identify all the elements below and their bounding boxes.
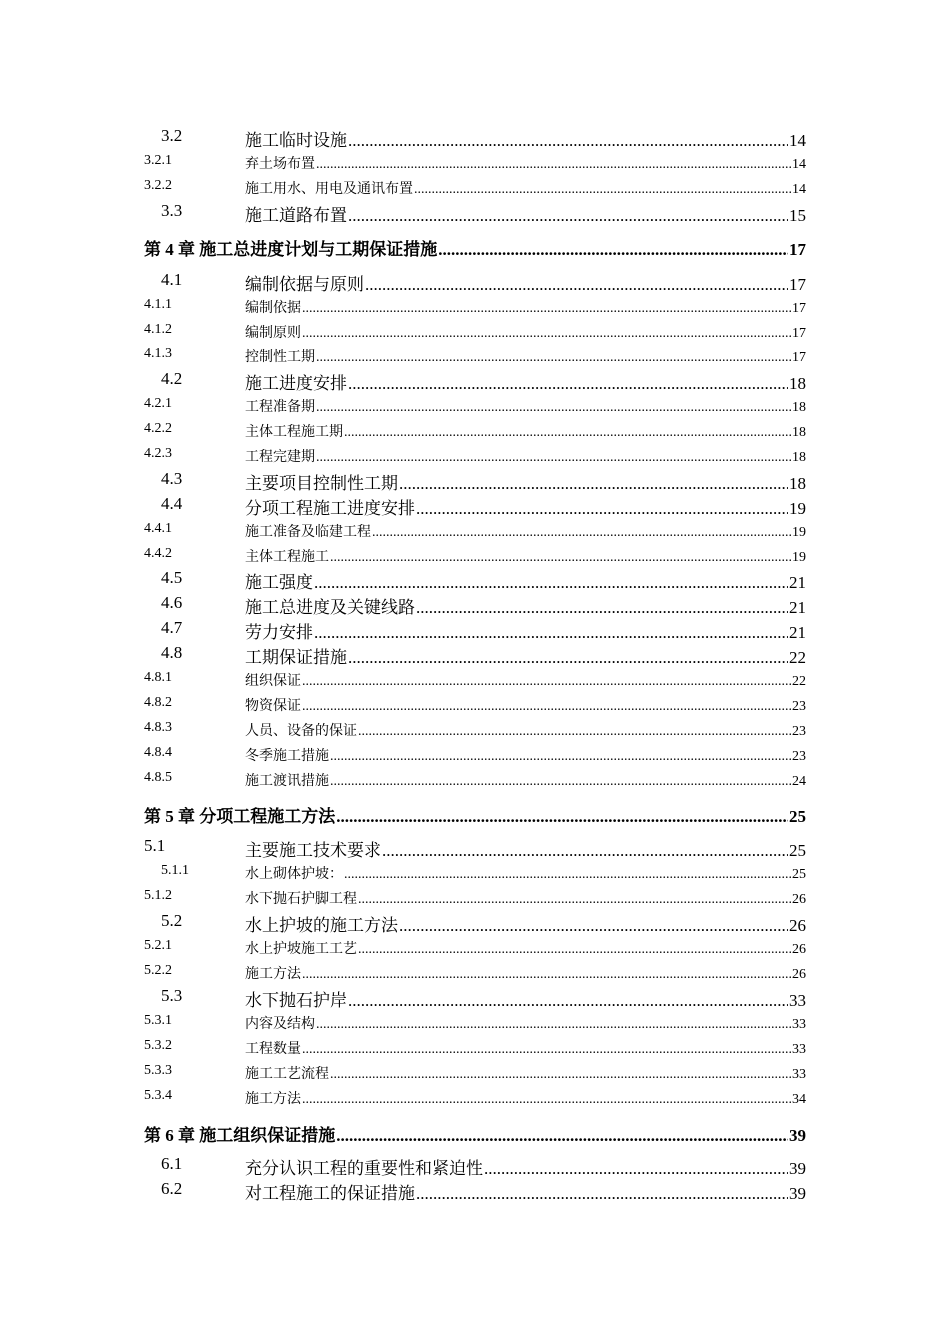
toc-leader bbox=[358, 892, 791, 908]
toc-entry[interactable] bbox=[0, 836, 950, 861]
toc-title: 主要施工技术要求 bbox=[245, 841, 381, 860]
toc-title: 施工渡讯措施 bbox=[245, 774, 329, 789]
toc-number: 4.8.3 bbox=[144, 720, 172, 735]
toc-entry[interactable] bbox=[0, 1154, 950, 1179]
toc-leader bbox=[365, 275, 788, 295]
toc-leader bbox=[302, 326, 791, 342]
toc-page: 25 bbox=[789, 807, 806, 826]
toc-number: 3.2.1 bbox=[144, 153, 172, 168]
toc-title: 内容及结构 bbox=[245, 1017, 315, 1032]
toc-title: 对工程施工的保证措施 bbox=[245, 1184, 415, 1203]
toc-number: 6.1 bbox=[161, 1154, 183, 1173]
toc-title: 物资保证 bbox=[245, 699, 301, 714]
toc-title: 工程数量 bbox=[245, 1042, 301, 1057]
toc-title: 水上护坡的施工方法 bbox=[245, 916, 398, 935]
toc-page: 33 bbox=[789, 991, 806, 1010]
toc-number: 6.2 bbox=[161, 1179, 183, 1198]
toc-page: 18 bbox=[789, 374, 806, 393]
toc-title: 工期保证措施 bbox=[245, 648, 347, 667]
toc-entry[interactable] bbox=[0, 369, 950, 394]
toc-title: 主体工程施工期 bbox=[245, 425, 343, 440]
toc-entry[interactable] bbox=[0, 1179, 950, 1204]
toc-number: 4.8 bbox=[161, 643, 183, 662]
toc-number: 4.8.4 bbox=[144, 745, 172, 760]
toc-title: 水下抛石护脚工程 bbox=[245, 892, 357, 907]
toc-page: 17 bbox=[792, 326, 806, 341]
toc-number: 4.1.1 bbox=[144, 297, 172, 312]
toc-page: 17 bbox=[792, 350, 806, 365]
toc-chapter[interactable] bbox=[0, 802, 950, 827]
toc-number: 4.6 bbox=[161, 593, 183, 612]
toc-leader bbox=[416, 499, 788, 519]
toc-title: 第 5 章 分项工程施工方法 bbox=[144, 807, 336, 826]
toc-leader bbox=[316, 400, 791, 416]
toc-page: 33 bbox=[792, 1042, 806, 1057]
toc-page: 18 bbox=[789, 474, 806, 493]
toc-entry[interactable] bbox=[0, 1013, 950, 1033]
toc-number: 3.3 bbox=[161, 201, 183, 220]
toc-leader bbox=[348, 131, 788, 151]
toc-entry[interactable] bbox=[0, 720, 950, 740]
toc-number: 4.7 bbox=[161, 618, 183, 637]
toc-leader bbox=[336, 1126, 788, 1146]
toc-number: 5.2.2 bbox=[144, 963, 172, 978]
toc-entry[interactable] bbox=[0, 938, 950, 958]
toc-number: 4.1.3 bbox=[144, 346, 172, 361]
toc-title: 控制性工期 bbox=[245, 350, 315, 365]
toc-number: 5.1.2 bbox=[144, 888, 172, 903]
toc-entry[interactable] bbox=[0, 201, 950, 226]
toc-number: 4.2.1 bbox=[144, 396, 172, 411]
toc-page: 18 bbox=[792, 425, 806, 440]
toc-entry[interactable] bbox=[0, 593, 950, 618]
toc-page: 25 bbox=[789, 841, 806, 860]
toc-entry[interactable] bbox=[0, 297, 950, 317]
toc-entry[interactable] bbox=[0, 643, 950, 668]
toc-title: 施工总进度及关键线路 bbox=[245, 598, 415, 617]
toc-leader bbox=[316, 350, 791, 366]
toc-page: 34 bbox=[792, 1092, 806, 1107]
toc-leader bbox=[336, 807, 788, 827]
toc-page: 18 bbox=[792, 400, 806, 415]
toc-title: 主要项目控制性工期 bbox=[245, 474, 398, 493]
toc-page: 39 bbox=[789, 1184, 806, 1203]
toc-leader bbox=[372, 525, 791, 541]
toc-title: 编制依据与原则 bbox=[245, 275, 364, 294]
toc-leader bbox=[438, 240, 788, 260]
toc-leader bbox=[302, 1042, 791, 1058]
toc-number: 4.1 bbox=[161, 270, 183, 289]
toc-page: 19 bbox=[792, 525, 806, 540]
toc-entry[interactable] bbox=[0, 1038, 950, 1058]
toc-entry[interactable] bbox=[0, 178, 950, 198]
toc-page: 17 bbox=[789, 275, 806, 294]
toc-entry[interactable] bbox=[0, 963, 950, 983]
toc-page: 21 bbox=[789, 598, 806, 617]
toc-entry[interactable] bbox=[0, 126, 950, 151]
toc-entry[interactable] bbox=[0, 521, 950, 541]
toc-number: 5.3.4 bbox=[144, 1088, 172, 1103]
toc-title: 第 6 章 施工组织保证措施 bbox=[144, 1126, 336, 1145]
toc-title: 施工道路布置 bbox=[245, 206, 347, 225]
toc-entry[interactable] bbox=[0, 986, 950, 1011]
toc-leader bbox=[316, 1017, 791, 1033]
toc-page: 18 bbox=[792, 450, 806, 465]
toc-number: 5.3.3 bbox=[144, 1063, 172, 1078]
toc-page: 23 bbox=[792, 699, 806, 714]
toc-page: 15 bbox=[789, 206, 806, 225]
toc-number: 3.2 bbox=[161, 126, 183, 145]
toc-page: 39 bbox=[789, 1159, 806, 1178]
toc-title: 劳力安排 bbox=[245, 623, 313, 642]
toc-page: 23 bbox=[792, 724, 806, 739]
toc-leader bbox=[314, 573, 788, 593]
toc-title: 施工用水、用电及通讯布置 bbox=[245, 182, 413, 197]
toc-entry[interactable] bbox=[0, 494, 950, 519]
toc-leader bbox=[484, 1159, 788, 1179]
toc-number: 4.8.2 bbox=[144, 695, 172, 710]
toc-entry[interactable] bbox=[0, 421, 950, 441]
toc-number: 4.5 bbox=[161, 568, 183, 587]
toc-page: 23 bbox=[792, 749, 806, 764]
toc-entry[interactable] bbox=[0, 322, 950, 342]
toc-number: 5.3.2 bbox=[144, 1038, 172, 1053]
toc-leader bbox=[302, 699, 791, 715]
toc-entry[interactable] bbox=[0, 1063, 950, 1083]
toc-number: 3.2.2 bbox=[144, 178, 172, 193]
toc-page: 17 bbox=[789, 240, 806, 259]
toc-title: 冬季施工措施 bbox=[245, 749, 329, 764]
toc-number: 4.2.2 bbox=[144, 421, 172, 436]
toc-page: 25 bbox=[792, 867, 806, 882]
toc-title: 施工方法 bbox=[245, 1092, 301, 1107]
toc-leader bbox=[348, 374, 788, 394]
toc-leader bbox=[302, 1092, 791, 1108]
toc-page: 39 bbox=[789, 1126, 806, 1145]
toc-title: 施工临时设施 bbox=[245, 131, 347, 150]
toc-leader bbox=[344, 867, 791, 883]
toc-page: 26 bbox=[792, 942, 806, 957]
toc-chapter[interactable] bbox=[0, 1121, 950, 1146]
toc-entry[interactable] bbox=[0, 670, 950, 690]
toc-page: 26 bbox=[792, 967, 806, 982]
toc-page: 24 bbox=[792, 774, 806, 789]
toc-number: 4.4.2 bbox=[144, 546, 172, 561]
toc-leader bbox=[302, 301, 791, 317]
toc-leader bbox=[348, 648, 788, 668]
toc-entry[interactable] bbox=[0, 446, 950, 466]
toc-entry[interactable] bbox=[0, 346, 950, 366]
toc-leader bbox=[382, 841, 788, 861]
toc-number: 4.8.1 bbox=[144, 670, 172, 685]
toc-leader bbox=[344, 425, 791, 441]
toc-title: 主体工程施工 bbox=[245, 550, 329, 565]
toc-title: 工程准备期 bbox=[245, 400, 315, 415]
toc-page: 14 bbox=[789, 131, 806, 150]
toc-entry[interactable] bbox=[0, 469, 950, 494]
toc-entry[interactable] bbox=[0, 863, 950, 883]
toc-leader bbox=[414, 182, 791, 198]
toc-page: 22 bbox=[789, 648, 806, 667]
toc-page: 22 bbox=[792, 674, 806, 689]
toc-page: 33 bbox=[792, 1067, 806, 1082]
toc-leader bbox=[358, 724, 791, 740]
toc-title: 施工强度 bbox=[245, 573, 313, 592]
toc-title: 编制原则 bbox=[245, 326, 301, 341]
toc-leader bbox=[302, 967, 791, 983]
toc-page: 26 bbox=[792, 892, 806, 907]
toc-leader bbox=[358, 942, 791, 958]
toc-entry[interactable] bbox=[0, 911, 950, 936]
toc-number: 4.2 bbox=[161, 369, 183, 388]
toc-entry[interactable] bbox=[0, 745, 950, 765]
toc-leader bbox=[330, 774, 791, 790]
toc-page: 14 bbox=[792, 157, 806, 172]
toc-title: 施工准备及临建工程 bbox=[245, 525, 371, 540]
toc-number: 5.3 bbox=[161, 986, 183, 1005]
toc-entry[interactable] bbox=[0, 618, 950, 643]
toc-leader bbox=[330, 749, 791, 765]
toc-leader bbox=[302, 674, 791, 690]
toc-title: 施工进度安排 bbox=[245, 374, 347, 393]
toc-number: 4.4 bbox=[161, 494, 183, 513]
toc-number: 5.2 bbox=[161, 911, 183, 930]
toc-leader bbox=[416, 1184, 788, 1204]
toc-entry[interactable] bbox=[0, 770, 950, 790]
toc-number: 4.4.1 bbox=[144, 521, 172, 536]
toc-title: 工程完建期 bbox=[245, 450, 315, 465]
toc-entry[interactable] bbox=[0, 1088, 950, 1108]
toc-title: 施工工艺流程 bbox=[245, 1067, 329, 1082]
toc-leader bbox=[330, 1067, 791, 1083]
toc-number: 5.2.1 bbox=[144, 938, 172, 953]
toc-entry[interactable] bbox=[0, 153, 950, 173]
toc-leader bbox=[330, 550, 791, 566]
toc-number: 5.1 bbox=[144, 836, 166, 855]
toc-entry[interactable] bbox=[0, 396, 950, 416]
toc-leader bbox=[348, 206, 788, 226]
toc-number: 4.8.5 bbox=[144, 770, 172, 785]
toc-title: 水上护坡施工工艺 bbox=[245, 942, 357, 957]
toc-page: 17 bbox=[792, 301, 806, 316]
toc-leader bbox=[316, 450, 791, 466]
toc-leader bbox=[316, 157, 791, 173]
toc-entry[interactable] bbox=[0, 888, 950, 908]
toc-entry[interactable] bbox=[0, 546, 950, 566]
toc-page: 14 bbox=[792, 182, 806, 197]
toc-number: 5.1.1 bbox=[161, 863, 189, 878]
toc-title: 第 4 章 施工总进度计划与工期保证措施 bbox=[144, 240, 438, 259]
toc-title: 编制依据 bbox=[245, 301, 301, 316]
toc-leader bbox=[314, 623, 788, 643]
toc-title: 水下抛石护岸 bbox=[245, 991, 347, 1010]
toc-title: 充分认识工程的重要性和紧迫性 bbox=[245, 1159, 483, 1178]
toc-title: 组织保证 bbox=[245, 674, 301, 689]
toc-entry[interactable] bbox=[0, 568, 950, 593]
toc-title: 水上砌体护坡： bbox=[245, 867, 343, 882]
toc-number: 5.3.1 bbox=[144, 1013, 172, 1028]
toc-leader bbox=[399, 916, 788, 936]
toc-number: 4.3 bbox=[161, 469, 183, 488]
toc-page: 26 bbox=[789, 916, 806, 935]
toc-leader bbox=[399, 474, 788, 494]
toc-page: 19 bbox=[792, 550, 806, 565]
toc-title: 施工方法 bbox=[245, 967, 301, 982]
toc-title: 人员、设备的保证 bbox=[245, 724, 357, 739]
toc-page: 33 bbox=[792, 1017, 806, 1032]
toc-leader bbox=[348, 991, 788, 1011]
toc-title: 弃土场布置 bbox=[245, 157, 315, 172]
toc-entry[interactable] bbox=[0, 695, 950, 715]
toc-number: 4.1.2 bbox=[144, 322, 172, 337]
toc-page: 19 bbox=[789, 499, 806, 518]
toc-leader bbox=[416, 598, 788, 618]
toc-number: 4.2.3 bbox=[144, 446, 172, 461]
toc-entry[interactable] bbox=[0, 270, 950, 295]
toc-page: 21 bbox=[789, 573, 806, 592]
toc-page: 21 bbox=[789, 623, 806, 642]
toc-chapter[interactable] bbox=[0, 235, 950, 260]
toc-title: 分项工程施工进度安排 bbox=[245, 499, 415, 518]
